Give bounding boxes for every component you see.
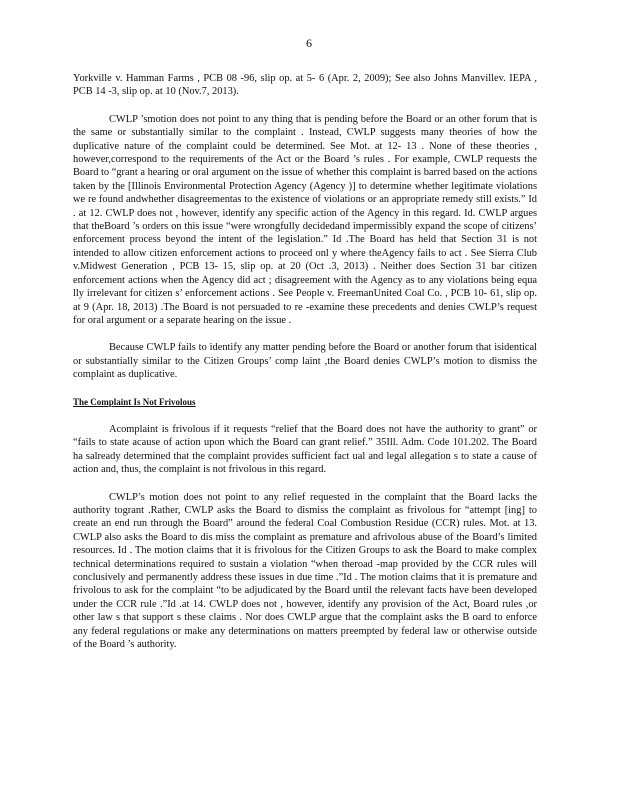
citation-paragraph: Yorkville v. Hamman Farms , PCB 08 -96, slip op. at 5- 6 (Apr. 2, 2009); See also Johns Manvillev. IEPA , PCB 14 -3, slip op. at 10 (Nov.7, 2013).: [73, 73, 537, 98]
document-body: [73, 72, 537, 665]
page-number: 6: [306, 36, 312, 50]
duplicative-conclusion-paragraph: Because CWLP fails to identify any matter pending before the Board or another forum that isidentical or substantially similar to the Citizen Groups’ comp laint ,the Board denies CWLP’s motion to dismiss the complaint as duplicative.: [73, 342, 537, 381]
frivolous-standard-paragraph: Acomplaint is frivolous if it requests “relief that the Board does not have the authority to grant” or “fails to state acause of action upon which the Board can grant relief.” 35Ill. Adm. Code 101.202. The Board ha salready determined that the complaint provides sufficient fact ual and legal allegation s to state a cause of action and, thus, the complaint is not frivolous in this regard.: [73, 423, 537, 476]
duplicative-analysis-paragraph: CWLP ’smotion does not point to any thing that is pending before the Board or an other forum that is the same or substantially similar to the complaint . Instead, CWLP suggests many theories of how the duplicative nature of the complaint could be determined. See Mot. at 12- 13 . None of these theories , however,correspond to the requirements of the Act or the Board ’s rules . For example, CWLP requests the Board to “grant a hearing or oral argument on the issue of whether this complaint is barred based on the actions taken by the [Illinois Environmental Protection Agency (Agency )] to determine whether legitimate violations we re found andwhether disagreementas to the existence of violations or an appropriate remedy still exists.” Id . at 12. CWLP does not , however, identify any specific action of the Agency in this regard. Id. CWLP argues that theBoard ’s orders on this issue “were wrongfully decidedand impermissibly expand the scope of citizens’ enforcement process beyond the intent of the legislation.” Id .The Board has held that Section 31 is not intended to allow citizen enforcement actions to proceed onl y where theAgency fails to act . See Sierra Club v.Midwest Generation , PCB 13- 15, slip op. at 20 (Oct .3, 2013) . Neither does Section 31 bar citizen enforcement actions when the Agency did act ; disagreement with the Agency as to any violations being equa lly irrelevant for citizen s’ enforcement actions . See People v. FreemanUnited Coal Co. , PCB 10- 61, slip op. at 9 (Apr. 18, 2013) .The Board is not persuaded to re -examine these precedents and denies CWLP’s request for oral argument or a separate hearing on the issue .: [73, 113, 537, 326]
section-heading: The Complaint Is Not Frivolous: [73, 396, 196, 407]
frivolous-analysis-paragraph: CWLP’s motion does not point to any relief requested in the complaint that the Board lacks the authority togrant .Rather, CWLP asks the Board to dismiss the complaint as frivolous for “attempt [ing] to create an end run through the Board” around the federal Coal Combustion Residue (CCR) rules. Mot. at 13. CWLP also asks the Board to dis miss the complaint as premature and afrivolous abuse of the Board’s limited resources. Id . The motion claims that it is frivolous for the Citizen Groups to ask the Board to make complex technical determinations required to sustain a violation “when theroad -map provided by the CCR rules will conclusively and permanently address these issues in due time .”Id . The motion claims that it is premature and frivolous to ask for the complaint “to be adjudicated by the Board until the relevant facts have been developed under the CCR rule .”Id .at 14. CWLP does not , however, identify any provision of the Act, Board rules ,or other law s that support s these claims . Nor does CWLP argue that the complaint asks the B oard to enforce any federal regulations or make any determinations on matters preempted by federal law or otherwise outside of the Board ’s authority.: [73, 491, 537, 651]
